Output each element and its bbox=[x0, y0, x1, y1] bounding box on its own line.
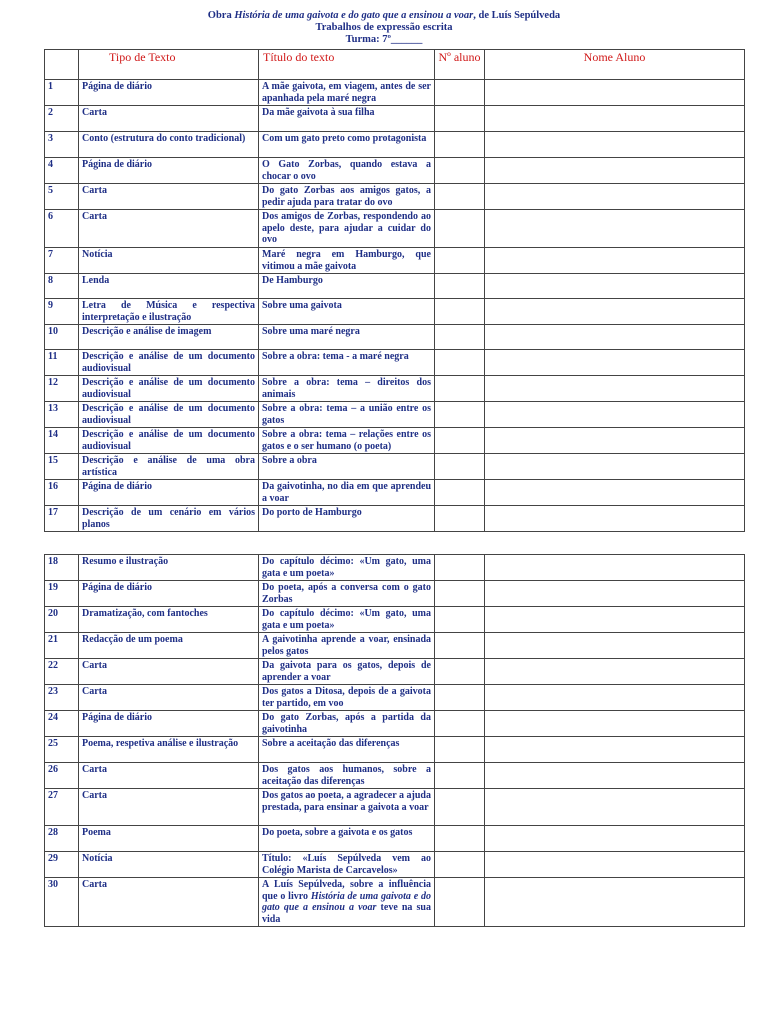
text-type-cell: Descrição e análise de um documento audiovisual bbox=[79, 376, 259, 402]
table-row bbox=[45, 852, 745, 878]
student-name-cell[interactable] bbox=[485, 184, 745, 210]
student-number-cell[interactable] bbox=[435, 350, 485, 376]
student-name-cell[interactable] bbox=[485, 878, 745, 927]
student-number-cell[interactable] bbox=[435, 878, 485, 927]
table-row bbox=[45, 454, 745, 480]
student-number-cell[interactable] bbox=[435, 158, 485, 184]
text-title-cell: Sobre uma maré negra bbox=[259, 325, 435, 350]
row-number: 4 bbox=[45, 158, 79, 184]
text-type-cell: Lenda bbox=[79, 274, 259, 299]
student-name-cell[interactable] bbox=[485, 480, 745, 506]
table-row bbox=[45, 210, 745, 248]
student-name-cell[interactable] bbox=[485, 106, 745, 132]
table-row bbox=[45, 184, 745, 210]
col-tipo-header: Tipo de Texto bbox=[79, 50, 259, 80]
text-type-cell: Descrição e análise de um documento audiovisual bbox=[79, 350, 259, 376]
table-row bbox=[45, 325, 745, 350]
student-number-cell[interactable] bbox=[435, 506, 485, 532]
student-name-cell[interactable] bbox=[485, 581, 745, 607]
student-number-cell[interactable] bbox=[435, 106, 485, 132]
text-title-cell: Com um gato preto como protagonista bbox=[259, 132, 435, 158]
text-type-cell: Carta bbox=[79, 184, 259, 210]
text-title-cell: Da gaivotinha, no dia em que aprendeu a voar bbox=[259, 480, 435, 506]
student-name-cell[interactable] bbox=[485, 659, 745, 685]
header-line-1 bbox=[0, 10, 768, 22]
student-name-cell[interactable] bbox=[485, 763, 745, 789]
row-number: 10 bbox=[45, 325, 79, 350]
text-type-cell: Carta bbox=[79, 789, 259, 826]
header-line-2: Trabalhos de expressão escrita bbox=[315, 22, 453, 33]
row-number: 25 bbox=[45, 737, 79, 763]
student-name-cell[interactable] bbox=[485, 248, 745, 274]
table-row bbox=[45, 506, 745, 532]
text-type-cell: Notícia bbox=[79, 852, 259, 878]
text-type-cell: Carta bbox=[79, 659, 259, 685]
table-row bbox=[45, 711, 745, 737]
student-number-cell[interactable] bbox=[435, 555, 485, 581]
text-type-cell: Página de diário bbox=[79, 158, 259, 184]
student-name-cell[interactable] bbox=[485, 826, 745, 852]
student-name-cell[interactable] bbox=[485, 132, 745, 158]
student-number-cell[interactable] bbox=[435, 376, 485, 402]
row-number: 24 bbox=[45, 711, 79, 737]
student-name-cell[interactable] bbox=[485, 555, 745, 581]
title-text-end: teve na sua vida bbox=[262, 902, 431, 925]
student-number-cell[interactable] bbox=[435, 480, 485, 506]
text-type-cell: Carta bbox=[79, 210, 259, 248]
student-name-cell[interactable] bbox=[485, 325, 745, 350]
text-type-cell: Descrição de um cenário em vários planos bbox=[79, 506, 259, 532]
text-title-cell: Sobre a obra: tema – direitos dos animais bbox=[259, 376, 435, 402]
text-title-cell: Dos gatos a Ditosa, depois de a gaivota ter partido, em voo bbox=[259, 685, 435, 711]
table-row bbox=[45, 350, 745, 376]
table-row bbox=[45, 763, 745, 789]
row-number: 26 bbox=[45, 763, 79, 789]
student-name-cell[interactable] bbox=[485, 633, 745, 659]
col-aluno-num-header: Nº aluno bbox=[435, 50, 485, 80]
student-name-cell[interactable] bbox=[485, 350, 745, 376]
text-type-cell: Descrição e análise de imagem bbox=[79, 325, 259, 350]
student-number-cell[interactable] bbox=[435, 274, 485, 299]
table-row bbox=[45, 480, 745, 506]
student-name-cell[interactable] bbox=[485, 506, 745, 532]
table-header-row bbox=[45, 50, 745, 80]
text-type-cell: Notícia bbox=[79, 248, 259, 274]
text-type-cell: Descrição e análise de um documento audiovisual bbox=[79, 402, 259, 428]
assignments-table-1 bbox=[44, 49, 745, 532]
table-row bbox=[45, 106, 745, 132]
row-number: 19 bbox=[45, 581, 79, 607]
student-number-cell[interactable] bbox=[435, 737, 485, 763]
text-type-cell: Carta bbox=[79, 685, 259, 711]
table-row bbox=[45, 248, 745, 274]
text-title-cell: Do gato Zorbas aos amigos gatos, a pedir ajuda para tratar do ovo bbox=[259, 184, 435, 210]
student-name-cell[interactable] bbox=[485, 607, 745, 633]
row-number: 2 bbox=[45, 106, 79, 132]
student-name-cell[interactable] bbox=[485, 274, 745, 299]
student-name-cell[interactable] bbox=[485, 376, 745, 402]
table-row bbox=[45, 299, 745, 325]
row-number: 18 bbox=[45, 555, 79, 581]
table-row bbox=[45, 402, 745, 428]
row-number: 28 bbox=[45, 826, 79, 852]
text-title-cell: Do gato Zorbas, após a partida da gaivotinha bbox=[259, 711, 435, 737]
book-title: História de uma gaivota e do gato que a ensinou a voar bbox=[234, 10, 474, 21]
student-name-cell[interactable] bbox=[485, 454, 745, 480]
student-name-cell[interactable] bbox=[485, 158, 745, 184]
student-number-cell[interactable] bbox=[435, 789, 485, 826]
row-number: 15 bbox=[45, 454, 79, 480]
text-type-cell: Letra de Música e respectiva interpretação e ilustração bbox=[79, 299, 259, 325]
row-number: 1 bbox=[45, 80, 79, 106]
text-title-cell: A gaivotinha aprende a voar, ensinada pelos gatos bbox=[259, 633, 435, 659]
col-nome-header: Nome Aluno bbox=[485, 50, 745, 80]
student-number-cell[interactable] bbox=[435, 402, 485, 428]
student-name-cell[interactable] bbox=[485, 428, 745, 454]
student-name-cell[interactable] bbox=[485, 852, 745, 878]
student-name-cell[interactable] bbox=[485, 685, 745, 711]
student-number-cell[interactable] bbox=[435, 248, 485, 274]
text-type-cell: Página de diário bbox=[79, 711, 259, 737]
student-number-cell[interactable] bbox=[435, 633, 485, 659]
text-type-cell: Poema bbox=[79, 826, 259, 852]
text-type-cell: Carta bbox=[79, 763, 259, 789]
text-type-cell: Página de diário bbox=[79, 480, 259, 506]
text-title-cell: De Hamburgo bbox=[259, 274, 435, 299]
row-number: 14 bbox=[45, 428, 79, 454]
text-type-cell: Descrição e análise de uma obra artística bbox=[79, 454, 259, 480]
row-number: 21 bbox=[45, 633, 79, 659]
student-number-cell[interactable] bbox=[435, 132, 485, 158]
student-name-cell[interactable] bbox=[485, 789, 745, 826]
student-number-cell[interactable] bbox=[435, 454, 485, 480]
text-title-cell: Do poeta, após a conversa com o gato Zorbas bbox=[259, 581, 435, 607]
student-number-cell[interactable] bbox=[435, 581, 485, 607]
text-title-cell: Do poeta, sobre a gaivota e os gatos bbox=[259, 826, 435, 852]
text-title-cell: Da mãe gaivota à sua filha bbox=[259, 106, 435, 132]
text-title-cell: Do capítulo décimo: «Um gato, uma gata e um poeta» bbox=[259, 555, 435, 581]
table-row bbox=[45, 878, 745, 927]
table-row bbox=[45, 607, 745, 633]
table-row bbox=[45, 428, 745, 454]
row-number: 30 bbox=[45, 878, 79, 927]
text-title-cell: Sobre a obra: tema – relações entre os gatos e o ser humano (o poeta) bbox=[259, 428, 435, 454]
text-title-cell bbox=[259, 878, 435, 927]
student-number-cell[interactable] bbox=[435, 607, 485, 633]
text-title-cell: Dos amigos de Zorbas, respondendo ao apelo deste, para ajudar a cuidar do ovo bbox=[259, 210, 435, 248]
text-type-cell: Página de diário bbox=[79, 581, 259, 607]
table-row bbox=[45, 789, 745, 826]
student-number-cell[interactable] bbox=[435, 299, 485, 325]
student-number-cell[interactable] bbox=[435, 210, 485, 248]
text-title-cell: Dos gatos ao poeta, a agradecer a ajuda prestada, para ensinar a gaivota a voar bbox=[259, 789, 435, 826]
student-name-cell[interactable] bbox=[485, 210, 745, 248]
student-number-cell[interactable] bbox=[435, 826, 485, 852]
header-prefix: Obra bbox=[207, 10, 235, 21]
row-number: 20 bbox=[45, 607, 79, 633]
student-number-cell[interactable] bbox=[435, 711, 485, 737]
col-num-header bbox=[45, 50, 79, 80]
row-number: 13 bbox=[45, 402, 79, 428]
table-row bbox=[45, 158, 745, 184]
table-row bbox=[45, 581, 745, 607]
text-type-cell: Conto (estrutura do conto tradicional) bbox=[79, 132, 259, 158]
text-title-cell: O Gato Zorbas, quando estava a chocar o ovo bbox=[259, 158, 435, 184]
table-row bbox=[45, 376, 745, 402]
text-title-cell: Sobre a aceitação das diferenças bbox=[259, 737, 435, 763]
row-number: 16 bbox=[45, 480, 79, 506]
text-title-cell: Título: «Luís Sepúlveda vem ao Colégio Marista de Carcavelos» bbox=[259, 852, 435, 878]
table-row bbox=[45, 737, 745, 763]
title-book-name: História de uma gaivota e do gato que a ensinou a voar bbox=[262, 890, 431, 913]
student-name-cell[interactable] bbox=[485, 80, 745, 106]
header-line-3: Turma: 7º______ bbox=[345, 34, 423, 45]
text-type-cell: Redacção de um poema bbox=[79, 633, 259, 659]
table-row bbox=[45, 274, 745, 299]
row-number: 22 bbox=[45, 659, 79, 685]
row-number: 17 bbox=[45, 506, 79, 532]
student-name-cell[interactable] bbox=[485, 402, 745, 428]
text-title-cell: Dos gatos aos humanos, sobre a aceitação das diferenças bbox=[259, 763, 435, 789]
text-type-cell: Página de diário bbox=[79, 80, 259, 106]
text-title-cell: Maré negra em Hamburgo, que vitimou a mãe gaivota bbox=[259, 248, 435, 274]
text-type-cell: Poema, respetiva análise e ilustração bbox=[79, 737, 259, 763]
title-text-start: A Luís Sepúlveda, sobre a influência que o livro bbox=[262, 879, 431, 902]
text-type-cell: Descrição e análise de um documento audiovisual bbox=[79, 428, 259, 454]
row-number: 8 bbox=[45, 274, 79, 299]
row-number: 27 bbox=[45, 789, 79, 826]
table-row bbox=[45, 685, 745, 711]
student-name-cell[interactable] bbox=[485, 737, 745, 763]
student-number-cell[interactable] bbox=[435, 685, 485, 711]
student-number-cell[interactable] bbox=[435, 659, 485, 685]
text-title-cell: A mãe gaivota, em viagem, antes de ser apanhada pela maré negra bbox=[259, 80, 435, 106]
row-number: 29 bbox=[45, 852, 79, 878]
text-type-cell: Carta bbox=[79, 106, 259, 132]
document-header bbox=[0, 10, 768, 46]
table-row bbox=[45, 826, 745, 852]
table-row bbox=[45, 633, 745, 659]
text-type-cell: Resumo e ilustração bbox=[79, 555, 259, 581]
text-title-cell: Sobre a obra: tema – a união entre os gatos bbox=[259, 402, 435, 428]
text-type-cell: Carta bbox=[79, 878, 259, 927]
row-number: 12 bbox=[45, 376, 79, 402]
student-number-cell[interactable] bbox=[435, 428, 485, 454]
text-title-cell: Sobre uma gaivota bbox=[259, 299, 435, 325]
student-number-cell[interactable] bbox=[435, 852, 485, 878]
table-row bbox=[45, 659, 745, 685]
student-number-cell[interactable] bbox=[435, 763, 485, 789]
row-number: 9 bbox=[45, 299, 79, 325]
table-row bbox=[45, 80, 745, 106]
col-titulo-header: Título do texto bbox=[259, 50, 435, 80]
table-row bbox=[45, 132, 745, 158]
text-title-cell: Do porto de Hamburgo bbox=[259, 506, 435, 532]
row-number: 6 bbox=[45, 210, 79, 248]
student-name-cell[interactable] bbox=[485, 711, 745, 737]
text-type-cell: Dramatização, com fantoches bbox=[79, 607, 259, 633]
student-number-cell[interactable] bbox=[435, 184, 485, 210]
student-number-cell[interactable] bbox=[435, 80, 485, 106]
row-number: 7 bbox=[45, 248, 79, 274]
text-title-cell: Sobre a obra bbox=[259, 454, 435, 480]
row-number: 5 bbox=[45, 184, 79, 210]
row-number: 3 bbox=[45, 132, 79, 158]
table-row bbox=[45, 555, 745, 581]
row-number: 11 bbox=[45, 350, 79, 376]
text-title-cell: Sobre a obra: tema - a maré negra bbox=[259, 350, 435, 376]
row-number: 23 bbox=[45, 685, 79, 711]
assignments-table-2 bbox=[44, 554, 745, 927]
header-author: , de Luís Sepúlveda bbox=[473, 10, 561, 21]
text-title-cell: Da gaivota para os gatos, depois de aprender a voar bbox=[259, 659, 435, 685]
text-title-cell: Do capítulo décimo: «Um gato, uma gata e um poeta» bbox=[259, 607, 435, 633]
student-number-cell[interactable] bbox=[435, 325, 485, 350]
student-name-cell[interactable] bbox=[485, 299, 745, 325]
